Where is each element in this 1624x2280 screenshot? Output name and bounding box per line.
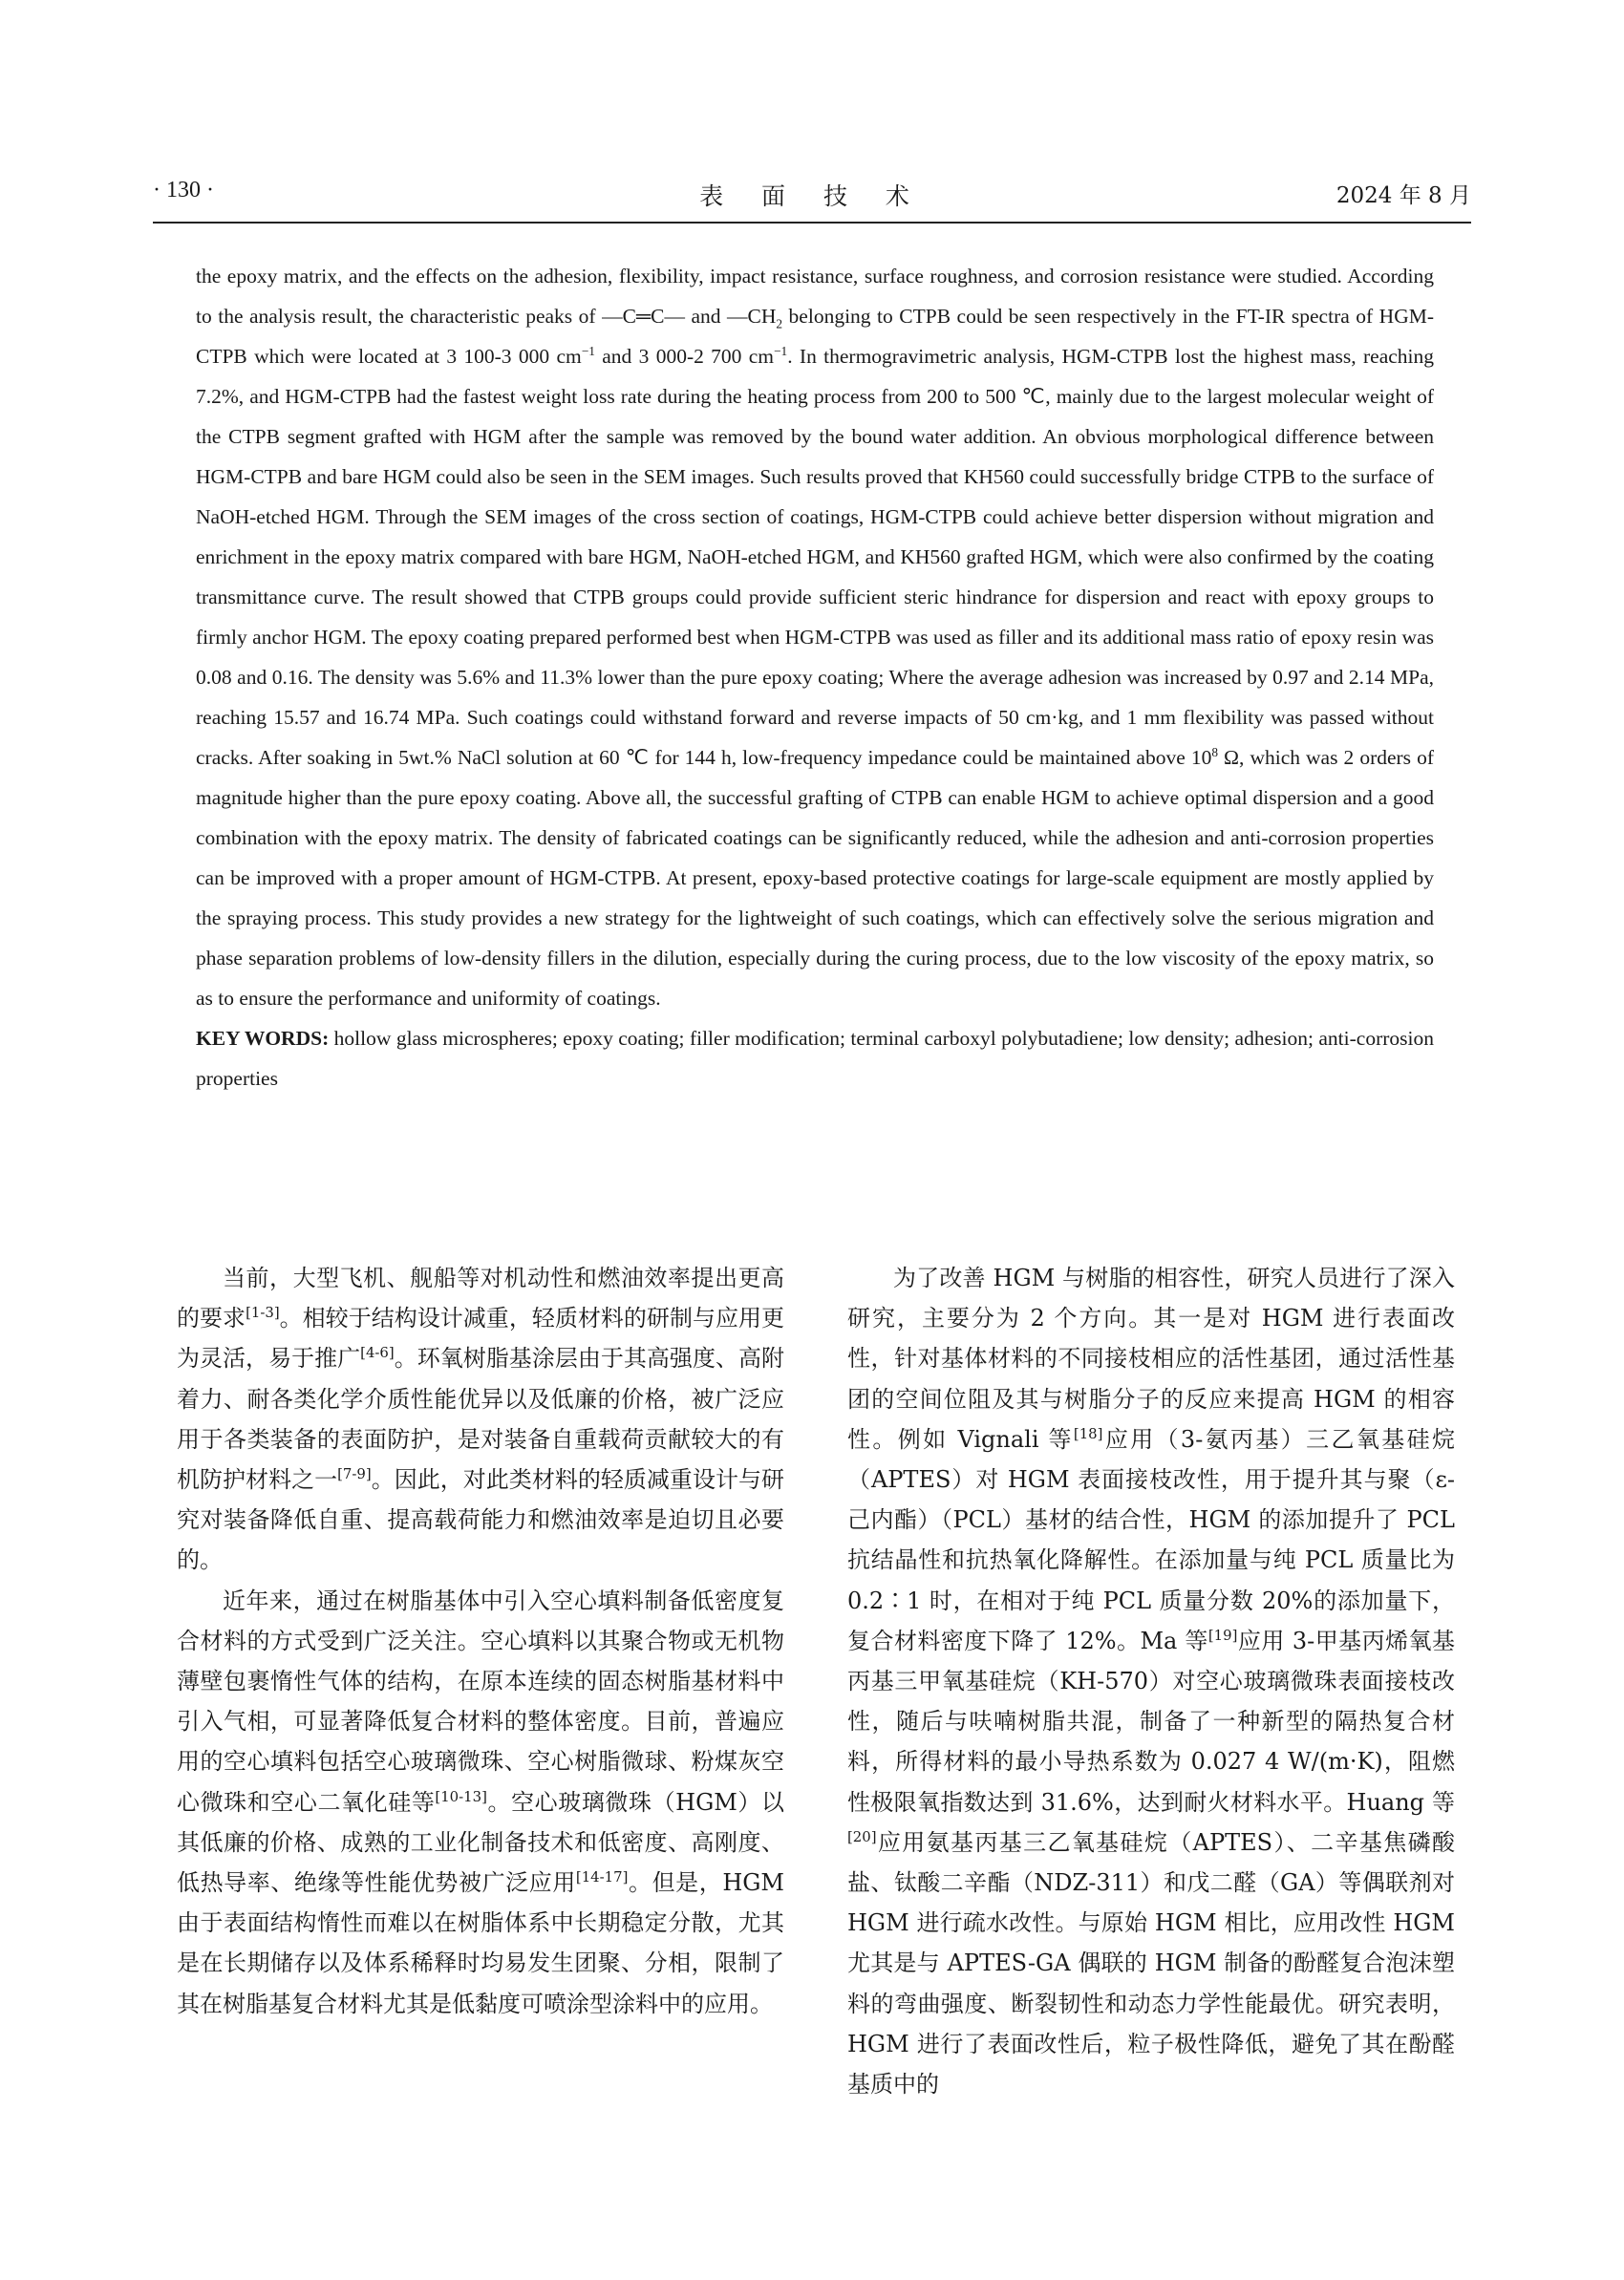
paragraph: 当前，大型飞机、舰船等对机动性和燃油效率提出更高的要求[1-3]。相较于结构设计减重，轻质材料的研制与应用更为灵活，易于推广[4-6]。环氧树脂基涂层由于其高强度、高附着力、耐各类化学介质性能优异以及低廉的价格，被广泛应用于各类装备的表面防护，是对装备自重载荷贡献较大的有机防护材料之一[7-9]。因此，对此类材料的轻质减重设计与研究对装备降低自重、提高载荷能力和燃油效率是迫切且必要的。 bbox=[177, 1265, 785, 1574]
journal-title: 表 面 技 术 bbox=[699, 182, 925, 210]
english-abstract bbox=[196, 256, 1434, 1098]
keywords bbox=[196, 1018, 1434, 1098]
citation: [19] bbox=[1207, 1626, 1238, 1644]
right-column bbox=[847, 1258, 1455, 2104]
citation: [10-13] bbox=[435, 1787, 487, 1805]
issue-date: 2024 年 8 月 bbox=[1336, 183, 1471, 208]
citation: [7-9] bbox=[337, 1465, 372, 1483]
citation: [14-17] bbox=[575, 1868, 629, 1886]
paragraph: 近年来，通过在树脂基体中引入空心填料制备低密度复合材料的方式受到广泛关注。空心填料以其聚合物或无机物薄壁包裹惰性气体的结构，在原本连续的固态树脂基材料中引入气相，可显著降低复合材料的整体密度。目前，普遍应用的空心填料包括空心玻璃微珠、空心树脂微球、粉煤灰空心微珠和空心二氧化硅等[10-13]。空心玻璃微珠（HGM）以其低廉的价格、成熟的工业化制备技术和低密度、高刚度、低热导率、绝缘等性能优势被广泛应用[14-17]。但是，HGM由于表面结构惰性而难以在树脂体系中长期稳定分散，尤其是在长期储存以及体系稀释时均易发生团聚、分相，限制了其在树脂基复合材料尤其是低黏度可喷涂型涂料中的应用。 bbox=[177, 1587, 784, 2017]
citation: [1-3] bbox=[246, 1304, 280, 1322]
header-rule bbox=[153, 222, 1471, 224]
citation: [20] bbox=[847, 1827, 877, 1845]
abstract-body: the epoxy matrix, and the effects on the adhesion, flexibility, impact resistance, surface roughness, and corrosion resistance were studied. According to the analysis result, the characteristic peaks of —C═C— and $—CH_2$ belonging to CTPB could be seen respectively in the FT-IR spectra of HGM-CTPB which were located at 3 100-3 000 $cm^{-1}$ and 3 000-2 700 $cm^{-1}$. In thermogravimetric analysis, HGM-CTPB lost the highest mass, reaching 7.2%, and HGM-CTPB had the fastest weight loss rate during the heating process from 200 to 500 ℃, mainly due to the largest molecular weight of the CTPB segment grafted with HGM after the sample was removed by the bound water addition. An obvious morphological difference between HGM-CTPB and bare HGM could also be seen in the SEM images. Such results proved that KH560 could successfully bridge CTPB to the surface of NaOH-etched HGM. Through the SEM images of the cross section of coatings, HGM-CTPB could achieve better dispersion without migration and enrichment in the epoxy matrix compared with bare HGM, NaOH-etched HGM, and KH560 grafted HGM, which were also confirmed by the coating transmittance curve. The result showed that CTPB groups could provide sufficient steric hindrance for dispersion and react with epoxy groups to firmly anchor HGM. The epoxy coating prepared performed best when HGM-CTPB was used as filler and its additional mass ratio of epoxy resin was 0.08 and 0.16. The density was 5.6% and 11.3% lower than the pure epoxy coating; Where the average adhesion was increased by 0.97 and 2.14 MPa, reaching 15.57 and 16.74 MPa. Such coatings could withstand forward and reverse impacts of 50 cm·kg, and 1 mm flexibility was passed without cracks. After soaking in 5wt.% NaCl solution at 60 ℃ for 144 h, low-frequency impedance could be maintained above $10^8$ Ω, which was 2 orders of magnitude higher than the pure epoxy coating. Above all, the successful grafting of CTPB can enable HGM to achieve optimal dispersion and a good combination with the epoxy matrix. The density of fabricated coatings can be significantly reduced, while the adhesion and anti-corrosion properties can be improved with a proper amount of HGM-CTPB. At present, epoxy-based protective coatings for large-scale equipment are mostly applied by the spraying process. This study provides a new strategy for the lightweight of such coatings, which can effectively solve the serious migration and phase separation problems of low-density fillers in the dilution, especially during the curing process, due to the low viscosity of the epoxy matrix, so as to ensure the performance and uniformity of coatings. bbox=[196, 265, 1435, 1010]
paragraph: 为了改善 HGM 与树脂的相容性，研究人员进行了深入研究，主要分为 2 个方向。其一是对 HGM 进行表面改性，针对基体材料的不同接枝相应的活性基团，通过活性基团的空间位阻及其与树脂分子的反应来提高 HGM 的相容性。例如 Vignali 等[18]应用（3-氨丙基）三乙氧基硅烷（APTES）对 HGM 表面接枝改性，用于提升其与聚（ε-己内酯）（PCL）基材的结合性，HGM 的添加提升了 PCL 抗结晶性和抗热氧化降解性。在添加量与纯 PCL 质量比为 0.2∶1 时，在相对于纯 PCL 质量分数 20%的添加量下，复合材料密度下降了 12%。Ma 等[19]应用 3-甲基丙烯氧基丙基三甲氧基硅烷（KH-570）对空心玻璃微珠表面接枝改性，随后与呋喃树脂共混，制备了一种新型的隔热复合材料，所得材料的最小导热系数为 0.027 4 W/(m·K)，阻燃性极限氧指数达到 31.6%，达到耐火材料水平。Huang 等[20]应用氨基丙基三乙氧基硅烷（APTES）、二辛基焦磷酸盐、钛酸二辛酯（NDZ-311）和戊二醛（GA）等偶联剂对 HGM 进行疏水改性。与原始 HGM 相比，应用改性 HGM 尤其是与 APTES-GA 偶联的 HGM 制备的酚醛复合泡沫塑料的弯曲强度、断裂韧性和动态力学性能最优。研究表明，HGM 进行了表面改性后，粒子极性降低，避免了其在酚醛基质中的 bbox=[847, 1265, 1455, 2099]
keywords-label: KEY WORDS: bbox=[196, 1027, 330, 1050]
running-header bbox=[153, 178, 1471, 220]
citation: [4-6] bbox=[360, 1344, 395, 1362]
keywords-text: hollow glass microspheres; epoxy coating; filler modification; terminal carboxyl polybutadiene; low density; adhesion; anti-corrosion properties bbox=[196, 1027, 1434, 1090]
citation: [18] bbox=[1073, 1424, 1103, 1442]
page-number: · 130 · bbox=[153, 178, 214, 202]
left-column bbox=[177, 1258, 784, 2024]
